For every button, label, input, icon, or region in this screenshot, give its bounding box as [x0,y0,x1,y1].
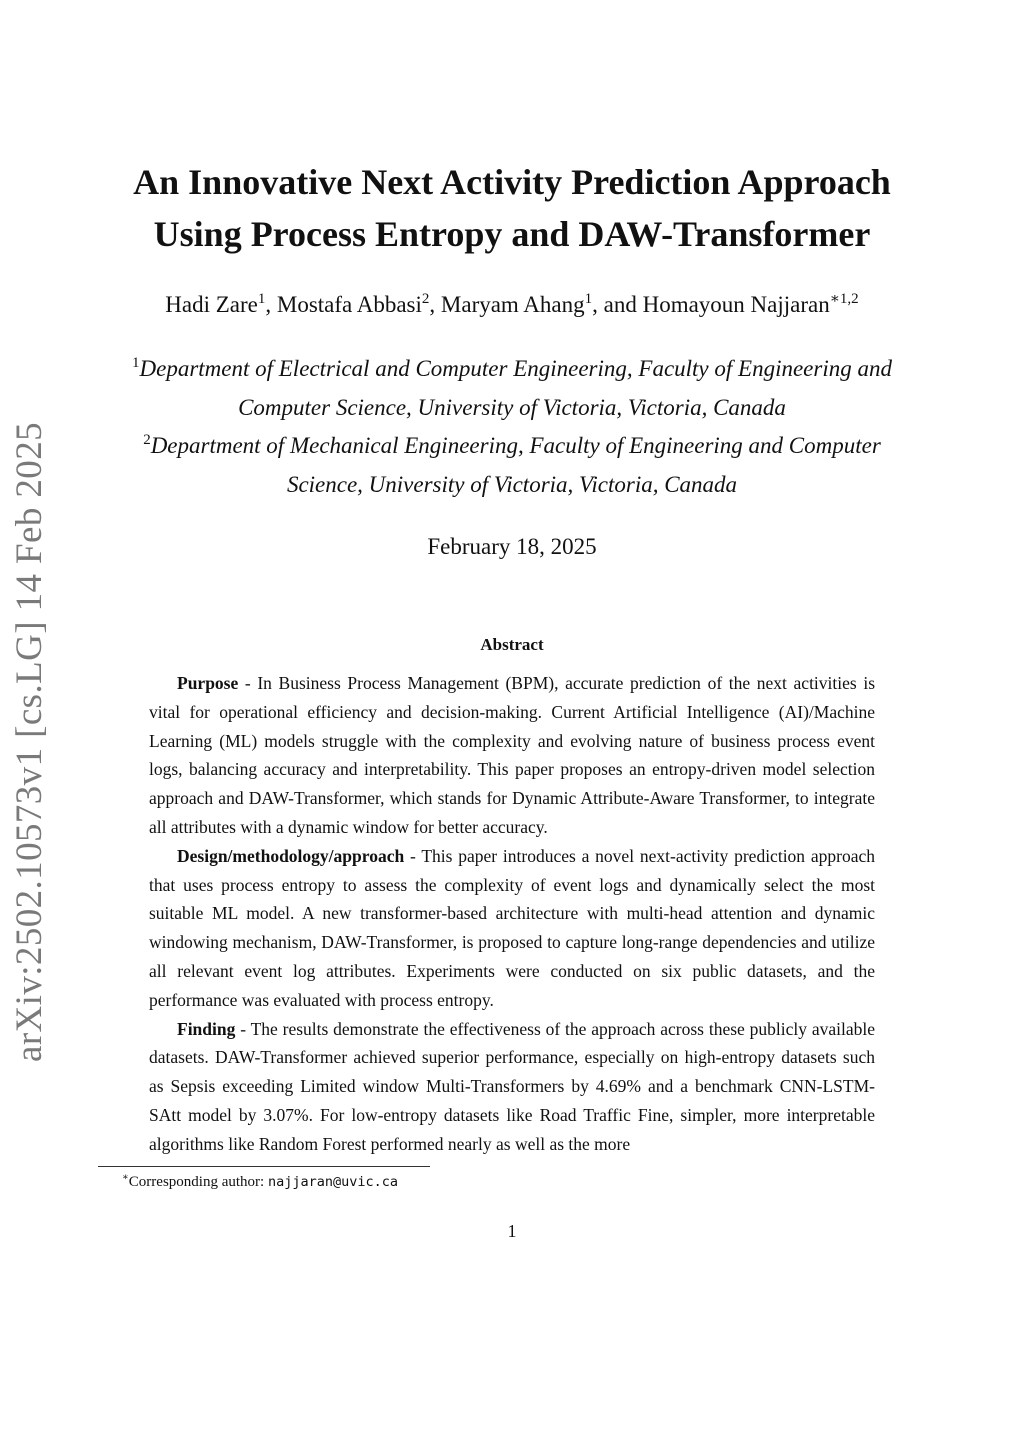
affiliation-line: Science, University of Victoria, Victoria, Canada [286,472,738,497]
abstract-paragraph-purpose [149,669,875,842]
corresponding-email: najjaran@uvic.ca [267,1174,398,1190]
paragraph-text: - In Business Process Management (BPM), accurate prediction of the next activities is vital for operational efficiency and decision-making. Current Artificial Intelligence (AI)/Machine Learning (ML) models struggle with the complexity and evolving nature of business process event logs, balancing accuracy and interpretability. This paper proposes an entropy-driven model selection approach and DAW-Transformer, which stands for Dynamic Attribute-Aware Transformer, to integrate all attributes with a dynamic window for better accuracy. [149,673,875,837]
affiliation-line: Department of Mechanical Engineering, Faculty of Engineering and Computer [150,433,881,458]
footnote-mark: ∗ [122,1172,129,1183]
affiliation-line: Department of Electrical and Computer Engineering, Faculty of Engineering and [139,356,892,381]
abstract-paragraph-finding [149,1015,875,1159]
author-separator: , and [592,292,643,317]
author-separator: , [429,292,441,317]
affiliation-1 [60,344,964,427]
affiliation-mark: 2 [143,432,151,448]
author-affiliation-mark: 1 [257,291,266,307]
footnote [122,1172,398,1191]
author-name: Homayoun Najjaran [642,292,830,317]
page-number: 1 [507,1221,517,1241]
paragraph-label: Purpose [177,673,239,693]
arxiv-identifier-stamp: arXiv:2502.10573v1 [cs.LG] 14 Feb 2025 [9,421,50,1062]
author-list [60,289,964,318]
abstract-body [149,669,875,1159]
footnote-text: Corresponding author: [128,1174,268,1190]
footnote-divider [98,1166,430,1167]
author-name: Mostafa Abbasi [276,292,422,317]
affiliation-mark: 1 [132,355,140,371]
publication-date: February 18, 2025 [427,534,597,559]
title-line-2: Using Process Entropy and DAW-Transformer [153,214,871,254]
paragraph-text: - The results demonstrate the effectiveness of the approach across these publicly available datasets. DAW-Transformer achieved superior performance, especially on high-entropy datasets such as Sepsis exceeding Limited window Multi-Transformers by 4.69% and a benchmark CNN-LSTM-SAtt model by 3.07%. For low-entropy datasets like Road Traffic Fine, simpler, more interpretable algorithms like Random Forest performed nearly as well as the more [149,1018,875,1154]
paragraph-label: Design/methodology/approach [177,845,405,866]
author-affiliation-mark: 2 [421,291,430,307]
title-line-1: An Innovative Next Activity Prediction Approach [133,162,891,202]
paragraph-text: - This paper introduces a novel next-activity prediction approach that uses process entropy to assess the complexity of event logs and dynamically select the most suitable ML model. A new transformer-based architecture with multi-head attention and dynamic windowing mechanism, DAW-Transformer, is proposed to capture long-range dependencies and utilize all relevant event log attributes. Experiments were conducted on six public datasets, and the performance was evaluated with process entropy. [149,845,875,1010]
author-separator: , [265,292,277,317]
affiliation-line: Computer Science, University of Victoria, Victoria, Canada [238,395,786,420]
affiliation-2 [60,421,964,504]
author-name: Hadi Zare [165,292,258,317]
author-affiliation-mark: ∗1,2 [829,291,859,307]
author-name: Maryam Ahang [440,292,585,317]
paragraph-label: Finding [177,1018,236,1039]
abstract-paragraph-design [149,842,875,1015]
author-affiliation-mark: 1 [584,291,593,307]
paper-title [100,156,924,260]
abstract-heading: Abstract [480,635,544,654]
